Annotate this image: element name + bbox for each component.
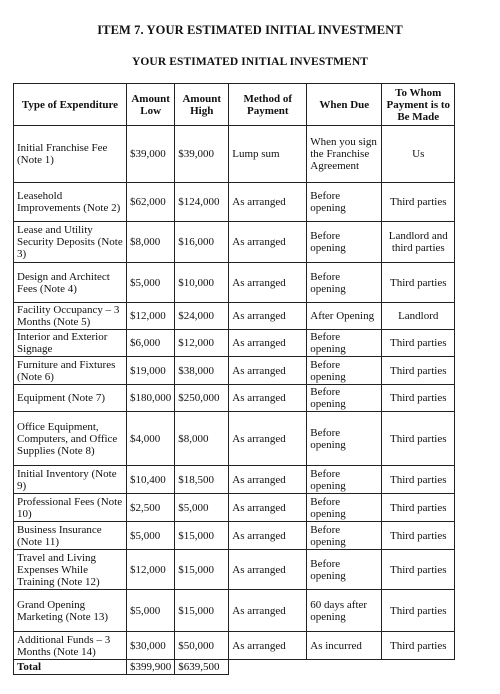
- cell-type: Office Equipment, Computers, and Office Supplies (Note 8): [14, 412, 127, 466]
- cell-to: Third parties: [382, 263, 455, 303]
- cell-due: Before opening: [307, 522, 382, 550]
- cell-low: $19,000: [127, 357, 175, 385]
- cell-high: $24,000: [175, 303, 229, 330]
- cell-low: $4,000: [127, 412, 175, 466]
- table-row: [14, 590, 455, 632]
- cell-high: $15,000: [175, 590, 229, 632]
- cell-low: $5,000: [127, 590, 175, 632]
- cell-high: $12,000: [175, 330, 229, 357]
- table-row: [14, 412, 455, 466]
- table-row: [14, 385, 455, 412]
- total-label: Total: [14, 660, 127, 675]
- cell-type: Professional Fees (Note 10): [14, 494, 127, 522]
- cell-method: As arranged: [229, 590, 307, 632]
- cell-to: Third parties: [382, 466, 455, 494]
- cell-method: As arranged: [229, 222, 307, 263]
- header-row: [14, 84, 455, 126]
- cell-to: Third parties: [382, 632, 455, 660]
- cell-to: Third parties: [382, 330, 455, 357]
- cell-high: $18,500: [175, 466, 229, 494]
- table-row: [14, 550, 455, 590]
- cell-method: As arranged: [229, 632, 307, 660]
- cell-method: As arranged: [229, 183, 307, 222]
- cell-due: Before opening: [307, 466, 382, 494]
- cell-method: As arranged: [229, 494, 307, 522]
- cell-type: Lease and Utility Security Deposits (Note 3): [14, 222, 127, 263]
- cell-type: Initial Inventory (Note 9): [14, 466, 127, 494]
- table-row: [14, 357, 455, 385]
- cell-method: As arranged: [229, 303, 307, 330]
- cell-to: Landlord: [382, 303, 455, 330]
- cell-method: As arranged: [229, 550, 307, 590]
- cell-due: 60 days after opening: [307, 590, 382, 632]
- cell-low: $6,000: [127, 330, 175, 357]
- cell-low: $12,000: [127, 303, 175, 330]
- table-row: [14, 632, 455, 660]
- cell-to: Third parties: [382, 357, 455, 385]
- cell-high: $5,000: [175, 494, 229, 522]
- cell-due: Before opening: [307, 330, 382, 357]
- cell-method: Lump sum: [229, 126, 307, 183]
- table-title: YOUR ESTIMATED INITIAL INVESTMENT: [131, 56, 368, 68]
- cell-high: $8,000: [175, 412, 229, 466]
- table-row: [14, 522, 455, 550]
- table-row: [14, 183, 455, 222]
- cell-type: Equipment (Note 7): [14, 385, 127, 412]
- cell-method: As arranged: [229, 357, 307, 385]
- cell-due: Before opening: [307, 263, 382, 303]
- cell-to: Third parties: [382, 494, 455, 522]
- cell-method: As arranged: [229, 330, 307, 357]
- cell-low: $5,000: [127, 263, 175, 303]
- cell-method: As arranged: [229, 263, 307, 303]
- header-method: Method of Payment: [229, 84, 307, 126]
- header-amount-high: Amount High: [175, 84, 229, 126]
- table-row: [14, 330, 455, 357]
- cell-high: $39,000: [175, 126, 229, 183]
- cell-high: $16,000: [175, 222, 229, 263]
- cell-type: Interior and Exterior Signage: [14, 330, 127, 357]
- cell-low: $12,000: [127, 550, 175, 590]
- table-row: [14, 494, 455, 522]
- cell-due: Before opening: [307, 222, 382, 263]
- cell-type: Furniture and Fixtures (Note 6): [14, 357, 127, 385]
- cell-to: Third parties: [382, 550, 455, 590]
- cell-type: Facility Occupancy – 3 Months (Note 5): [14, 303, 127, 330]
- cell-type: Initial Franchise Fee (Note 1): [14, 126, 127, 183]
- cell-due: Before opening: [307, 494, 382, 522]
- header-amount-low: Amount Low: [127, 84, 175, 126]
- cell-type: Travel and Living Expenses While Training (Note 12): [14, 550, 127, 590]
- cell-to: Third parties: [382, 183, 455, 222]
- cell-to: Landlord and third parties: [382, 222, 455, 263]
- cell-due: After Opening: [307, 303, 382, 330]
- cell-low: $5,000: [127, 522, 175, 550]
- cell-high: $124,000: [175, 183, 229, 222]
- cell-method: As arranged: [229, 412, 307, 466]
- cell-high: $10,000: [175, 263, 229, 303]
- cell-high: $15,000: [175, 522, 229, 550]
- cell-to: Third parties: [382, 590, 455, 632]
- cell-due: Before opening: [307, 357, 382, 385]
- cell-due: Before opening: [307, 183, 382, 222]
- table-row: [14, 222, 455, 263]
- cell-to: Third parties: [382, 522, 455, 550]
- cell-to: Third parties: [382, 385, 455, 412]
- header-when-due: When Due: [307, 84, 382, 126]
- investment-table: [13, 83, 455, 675]
- table-row: [14, 303, 455, 330]
- cell-low: $10,400: [127, 466, 175, 494]
- cell-low: $62,000: [127, 183, 175, 222]
- cell-low: $8,000: [127, 222, 175, 263]
- cell-type: Additional Funds – 3 Months (Note 14): [14, 632, 127, 660]
- cell-method: As arranged: [229, 466, 307, 494]
- cell-due: Before opening: [307, 385, 382, 412]
- cell-high: $50,000: [175, 632, 229, 660]
- header-type: Type of Expenditure: [14, 84, 127, 126]
- total-row: [14, 660, 455, 675]
- cell-type: Grand Opening Marketing (Note 13): [14, 590, 127, 632]
- cell-low: $30,000: [127, 632, 175, 660]
- total-low: $399,900: [127, 660, 175, 675]
- total-high: $639,500: [175, 660, 229, 675]
- header-to-whom: To Whom Payment is to Be Made: [382, 84, 455, 126]
- cell-method: As arranged: [229, 522, 307, 550]
- cell-due: As incurred: [307, 632, 382, 660]
- cell-type: Design and Architect Fees (Note 4): [14, 263, 127, 303]
- cell-type: Business Insurance (Note 11): [14, 522, 127, 550]
- cell-due: Before opening: [307, 412, 382, 466]
- cell-low: $2,500: [127, 494, 175, 522]
- item-heading: ITEM 7. YOUR ESTIMATED INITIAL INVESTMENT: [97, 23, 403, 37]
- cell-high: $250,000: [175, 385, 229, 412]
- cell-low: $39,000: [127, 126, 175, 183]
- table-row: [14, 263, 455, 303]
- cell-due: When you sign the Franchise Agreement: [307, 126, 382, 183]
- cell-due: Before opening: [307, 550, 382, 590]
- cell-high: $38,000: [175, 357, 229, 385]
- cell-to: Third parties: [382, 412, 455, 466]
- cell-method: As arranged: [229, 385, 307, 412]
- cell-to: Us: [382, 126, 455, 183]
- table-row: [14, 466, 455, 494]
- cell-type: Leasehold Improvements (Note 2): [14, 183, 127, 222]
- cell-high: $15,000: [175, 550, 229, 590]
- table-row: [14, 126, 455, 183]
- cell-low: $180,000: [127, 385, 175, 412]
